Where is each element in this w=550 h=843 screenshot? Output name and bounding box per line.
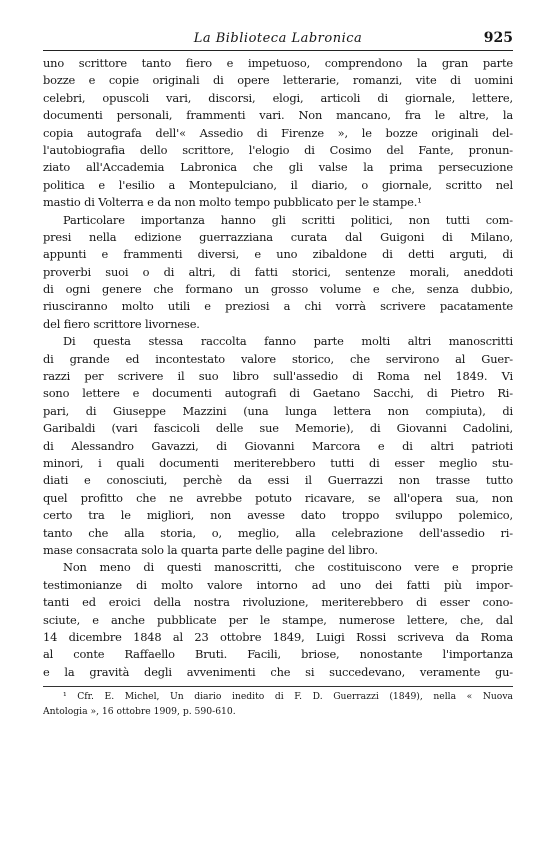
- text-line: quel profitto che ne avrebbe potuto ricavare, se all'opera sua, non: [43, 490, 513, 505]
- text-line: Non meno di questi manoscritti, che costituiscono vere e proprie: [63, 560, 513, 575]
- text-line: Garibaldi (vari fascicoli delle sue Memorie), di Giovanni Cadolini,: [43, 421, 513, 436]
- footnotes: [43, 690, 513, 719]
- text-line: del fiero scrittore livornese.: [43, 316, 200, 331]
- text-line: al conte Raffaello Bruti. Facili, briose, nonostante l'importanza: [43, 647, 513, 662]
- book-page: [43, 30, 513, 719]
- text-line: Particolare importanza hanno gli scritti politici, non tutti com-: [63, 212, 513, 227]
- text-line: certo tra le migliori, non avesse dato troppo sviluppo polemico,: [43, 508, 513, 523]
- text-line: sono lettere e documenti autografi di Gaetano Sacchi, di Pietro Ri-: [43, 386, 513, 401]
- text-line: mase consacrata solo la quarta parte delle pagine del libro.: [43, 542, 378, 557]
- text-line: diati e conosciuti, perchè da essi il Guerrazzi non trasse tutto: [43, 473, 513, 488]
- body-text: [43, 55, 513, 681]
- text-line: proverbi suoi o di altri, di fatti storici, sentenze morali, aneddoti: [43, 264, 513, 279]
- page-header: [43, 30, 513, 51]
- text-line: politica e l'esilio a Montepulciano, il diario, o giornale, scritto nel: [43, 177, 513, 192]
- text-line: uno scrittore tanto fiero e impetuoso, comprendono la gran parte: [43, 56, 513, 70]
- text-line: di grande ed incontestato valore storico, che servirono al Guer-: [43, 351, 513, 366]
- text-line: di Alessandro Gavazzi, di Giovanni Marcora e di altri patrioti: [43, 438, 513, 453]
- footnote-divider: [43, 686, 513, 687]
- text-line: tanti ed eroici della nostra rivoluzione, meriterebbero di esser cono-: [43, 595, 513, 610]
- footnote-line: Antologia », 16 ottobre 1909, p. 590-610.: [43, 705, 236, 717]
- text-line: ziato all'Accademia Labronica che gli valse la prima persecuzione: [43, 160, 513, 175]
- text-line: l'autobiografia dello scrittore, l'elogio di Cosimo del Fante, pronun-: [43, 142, 513, 157]
- text-line: minori, i quali documenti meriterebbero tutti di esser meglio stu-: [43, 455, 513, 470]
- text-line: copia autografa dell'« Assedio di Firenze », le bozze originali del-: [43, 125, 513, 140]
- text-line: pari, di Giuseppe Mazzini (una lunga lettera non compiuta), di: [43, 403, 513, 418]
- text-line: testimonianze di molto valore intorno ad uno dei fatti più impor-: [43, 577, 513, 592]
- text-line: di ogni genere che formano un grosso volume e che, senza dubbio,: [43, 282, 513, 297]
- text-line: Di questa stessa raccolta fanno parte molti altri manoscritti: [63, 334, 513, 349]
- text-line: e la gravità degli avvenimenti che si succedevano, veramente gu-: [43, 664, 513, 679]
- text-line: mastio di Volterra e da non molto tempo pubblicato per le stampe.¹: [43, 195, 422, 210]
- text-line: 14 dicembre 1848 al 23 ottobre 1849, Luigi Rossi scriveva da Roma: [43, 629, 513, 644]
- page-number: 925: [483, 30, 513, 46]
- text-line: celebri, opuscoli vari, discorsi, elogi, articoli di giornale, lettere,: [43, 90, 513, 105]
- text-line: presi nella edizione guerrazziana curata dal Guigoni di Milano,: [43, 229, 513, 244]
- text-line: appunti e frammenti diversi, e uno zibaldone di detti arguti, di: [43, 247, 513, 262]
- text-line: bozze e copie originali di opere letterarie, romanzi, vite di uomini: [43, 73, 513, 88]
- text-line: tanto che alla storia, o, meglio, alla celebrazione dell'assedio ri-: [43, 525, 513, 540]
- running-title: La Biblioteca Labronica: [193, 31, 363, 46]
- footnote-line: ¹ Cfr. E. Michel, Un diario inedito di F. D. Guerrazzi (1849), nella « Nuova: [63, 691, 513, 703]
- text-line: riusciranno molto utili e preziosi a chi vorrà scrivere pacatamente: [43, 299, 513, 314]
- text-line: documenti personali, frammenti vari. Non mancano, fra le altre, la: [43, 108, 513, 123]
- text-line: sciute, e anche pubblicate per le stampe, numerose lettere, che, dal: [43, 612, 513, 627]
- text-line: razzi per scrivere il suo libro sull'assedio di Roma nel 1849. Vi: [43, 369, 513, 384]
